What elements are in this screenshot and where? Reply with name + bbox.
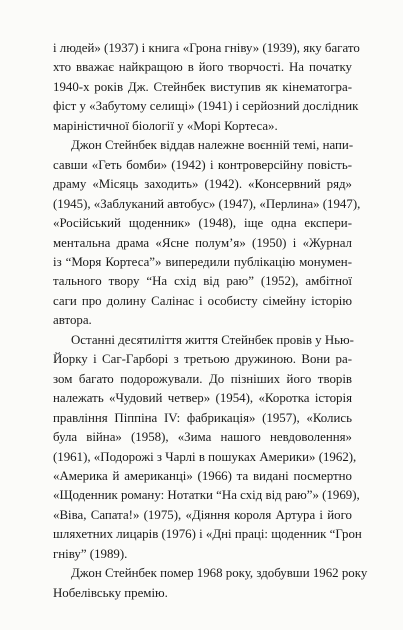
text-line: «Віва, Сапата!» (1975), «Діяння короля Артура і його [53, 507, 352, 522]
text-line: хто вважає найкращою в його творчості. На початку [53, 60, 352, 75]
text-line: (1945), «Заблуканий автобус» (1947), «Перлина» (1947), [53, 196, 361, 211]
text-line: була війна» (1958), «Зима нашого невдоволення» [53, 430, 352, 445]
paragraph-3 [53, 331, 362, 564]
text-line: савши «Геть бомби» (1942) і контроверсійну повість- [53, 157, 352, 172]
text-line: «Щоденник роману: Нотатки “На схід від раю”» (1969), [53, 488, 360, 503]
text-line: Йорку і Саг-Гарборі з третьою дружиною. Вони ра- [53, 352, 352, 367]
paragraph-2 [53, 136, 361, 331]
text-line: правління Піппіна IV: фабрикація» (1957), «Колись [53, 410, 352, 425]
text-line: маріністичної біології у «Морі Кортеса». [53, 118, 278, 133]
text-line: шляхетних лицарів (1976) і «Дні праці: щоденник “Грон [53, 527, 362, 542]
text-line: Нобелівську премію. [53, 585, 168, 600]
text-line: Останні десятиліття життя Стейнбек провів у Нью- [71, 332, 354, 347]
paragraph-1 [53, 39, 360, 136]
text-line: Джон Стейнбек віддав належне воєнній темі, напи- [71, 138, 354, 153]
text-line: 1940-х років Дж. Стейнбек виступив як кінематогра- [53, 79, 352, 94]
text-line: зом багато подорожували. До пізніших його творів [53, 371, 352, 386]
text-line: і людей» (1937) і книга «Грона гніву» (1939), яку багато [53, 41, 360, 55]
text-line: «Америка й американці» (1966) та видані посмертно [53, 468, 352, 483]
text-line: фіст у «Забутому селищі» (1941) і серйозний дослідник [53, 99, 359, 114]
paragraph-4 [53, 564, 368, 603]
text-line: саги про долину Салінас і особисту сімейну історію [53, 293, 352, 308]
text-line: драму «Місяць заходить» (1942). «Консервний ряд» [53, 177, 352, 192]
text-line: гніву” (1989). [53, 546, 128, 561]
text-line: Джон Стейнбек помер 1968 року, здобувши 1962 року [71, 566, 368, 581]
text-line: (1961), «Подорожі з Чарлі в пошуках Америки» (1962), [53, 449, 357, 464]
text-line: «Російський щоденник» (1948), іще одна експери- [53, 216, 352, 231]
text-line: тального твору “На схід від раю” (1952), амбітної [53, 274, 352, 289]
text-line: автора. [53, 313, 92, 328]
text-line: із “Моря Кортеса”» випередили публікацію монумен- [53, 254, 352, 269]
text-line: ментальна драма «Ясне полум’я» (1950) і «Журнал [53, 235, 352, 250]
book-page [53, 39, 368, 603]
text-line: належать «Чудовий четвер» (1954), «Коротка історія [53, 391, 352, 406]
